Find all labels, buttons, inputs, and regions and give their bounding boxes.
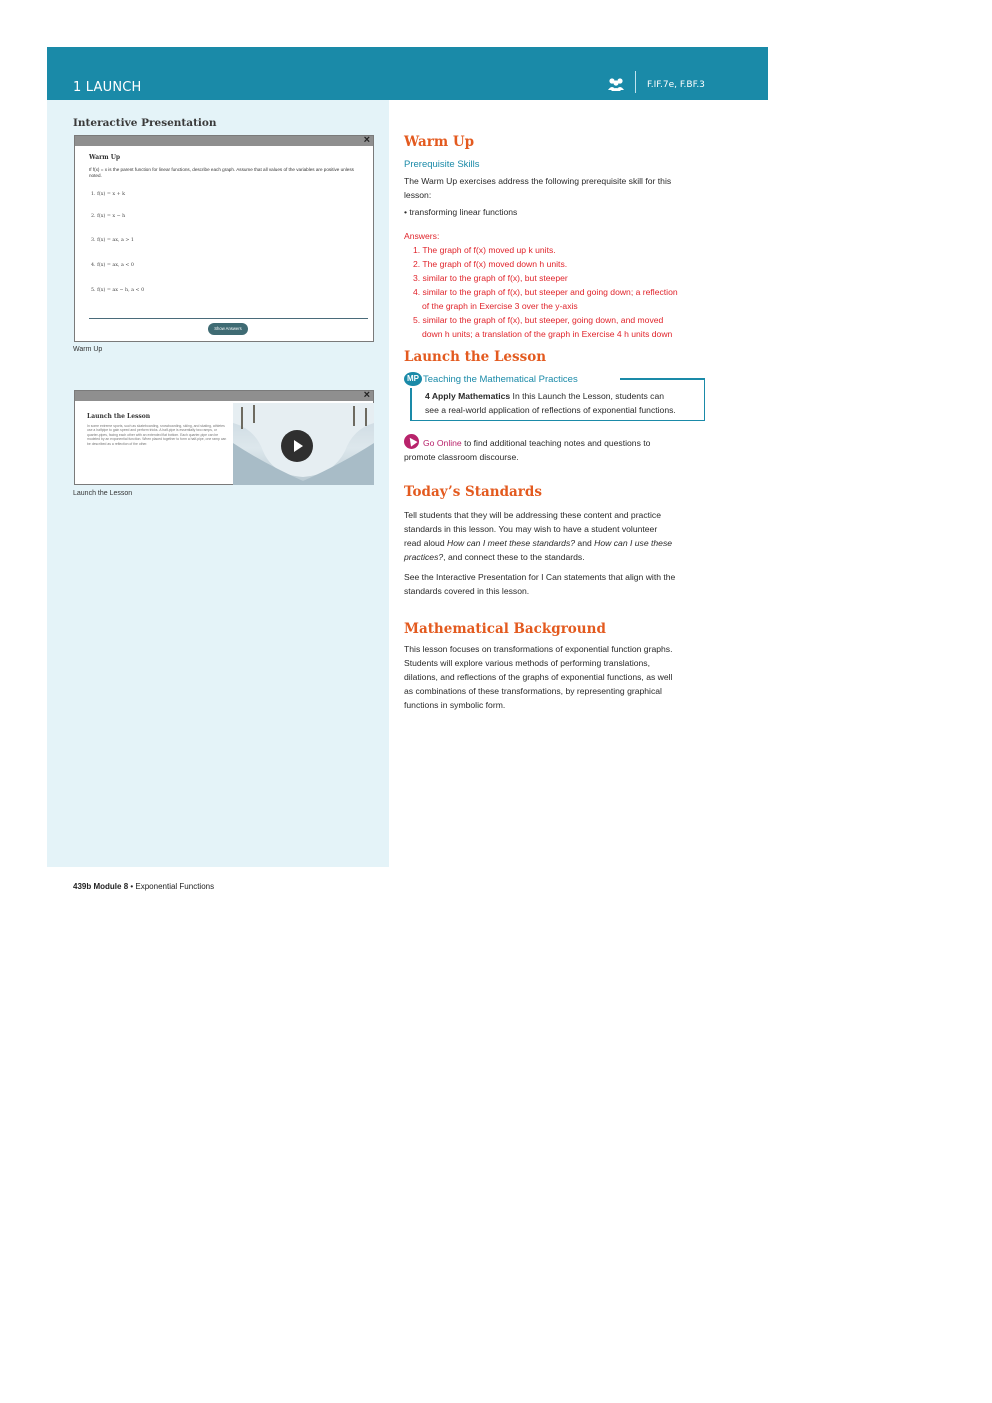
window-bar [75,136,373,146]
launch-shot-title: Launch the Lesson [87,413,151,420]
standards-p1-line-2: standards in this lesson. You may wish to have a student volunteer [404,524,658,534]
text: read aloud [404,538,448,548]
warm-up-screenshot[interactable] [74,135,374,342]
go-online-line-2: promote classroom discourse. [404,452,519,462]
background-heading: Mathematical Background [404,621,606,637]
close-icon[interactable]: × [363,134,370,146]
question-2: How can I use these [594,538,673,548]
exercise-3: 3. f(x) = ax, a > 1 [91,238,134,243]
standards-p1-line-1: Tell students that they will be addressing these content and practice [404,510,662,520]
play-button[interactable] [281,430,313,462]
play-icon [294,440,303,452]
text: and [575,538,595,548]
exercise-4: 4. f(x) = ax, a < 0 [91,263,134,268]
prerequisite-skills-subheading: Prerequisite Skills [404,159,480,170]
question-1: How can I meet these standards? [447,538,576,548]
group-icon [607,77,625,91]
answer-4-cont: of the graph in Exercise 3 over the y-axis [422,301,578,311]
show-answers-button[interactable]: Show Answers [208,323,248,335]
exercise-1: 1. f(x) = x + k [91,192,126,197]
answer-5-cont: down h units; a translation of the graph in Exercise 4 h units down [422,329,673,339]
go-online-text: to find additional teaching notes and questions to [461,438,651,448]
answer-2: 2. The graph of f(x) moved down h units. [413,259,568,269]
go-online-link[interactable]: Go Online [423,438,462,448]
background-line-1: This lesson focuses on transformations of exponential function graphs. [404,644,673,654]
standards-p2-line-1: See the Interactive Presentation for I Can statements that align with the [404,572,676,582]
question-2-end: practices? [404,552,444,562]
background-line-4: as combinations of these transformations, by representing graphical [404,686,662,696]
separator: • [128,882,136,891]
mp-line-2: see a real-world application of reflections of exponential functions. [425,405,676,415]
standards-label: F.IF.7e, F.BF.3 [647,80,705,90]
standards-p1-line-4 [404,550,585,564]
warm-up-instructions: If f(x) = x is the parent function for linear functions, describe each graph. Assume that all values of the variables are positive unless noted. [89,167,354,178]
section-title: 1 LAUNCH [73,80,142,95]
background-line-3: dilations, and reflections of the graphs of exponential functions, as well [404,672,673,682]
standards-p2-line-2: standards covered in this lesson. [404,586,530,596]
video-player[interactable] [233,403,374,485]
mp-icon: MP [404,372,422,386]
mp-text-1: In this Launch the Lesson, students can [510,391,665,401]
go-online-line-1 [423,436,650,450]
divider [89,318,368,319]
launch-shot-text: In some extreme sports, such as skateboarding, snowboarding, skiing, and skating, athletes use a halfpipe to gain speed and perform tricks. A half-pipe is essentially two ramps, or quarter-pipes, facing each other with an extended flat bottom. Each quarter-pipe can be modeled by an exponential function. When placed together to form a half-pipe, one ramp can be described as a reflection of the other. [87,424,227,446]
warm-up-heading: Warm Up [404,134,475,150]
header-divider [635,71,636,93]
launch-lesson-screenshot[interactable] [74,390,374,485]
exercise-2: 2. f(x) = x − h [91,214,126,219]
cursor-icon [404,434,419,449]
standards-p1-line-3 [404,536,672,550]
warm-up-intro-line-2: lesson: [404,190,432,200]
interactive-presentation-panel [47,100,389,867]
standards-heading: Today’s Standards [404,484,542,500]
background-line-2: Students will explore various methods of performing translations, [404,658,650,668]
launch-caption: Launch the Lesson [73,490,133,497]
page-footer [73,882,214,891]
answer-5: 5. similar to the graph of f(x), but steeper, going down, and moved [413,315,664,325]
panel-heading: Interactive Presentation [73,117,217,129]
page-number: 439b [73,882,92,891]
header-bar [47,47,768,100]
text: , and connect these to the standards. [443,552,585,562]
answer-1: 1. The graph of f(x) moved up k units. [413,245,556,255]
close-icon[interactable]: × [363,389,370,401]
answer-3: 3. similar to the graph of f(x), but steeper [413,273,568,283]
mp-bold: 4 Apply Mathematics [425,391,511,401]
background-line-5: functions in symbolic form. [404,700,506,710]
mp-title: Teaching the Mathematical Practices [423,374,578,385]
mp-line-1 [425,389,664,403]
module-title: Exponential Functions [135,882,215,891]
exercise-5: 5. f(x) = ax − h, a < 0 [91,288,145,293]
launch-lesson-heading: Launch the Lesson [404,349,547,365]
warm-up-intro-line-1: The Warm Up exercises address the following prerequisite skill for this [404,176,672,186]
warm-up-caption: Warm Up [73,346,103,353]
warm-up-shot-title: Warm Up [89,154,121,161]
module-label: Module 8 [93,882,129,891]
answer-4: 4. similar to the graph of f(x), but steeper and going down; a reflection [413,287,678,297]
prerequisite-bullet: • transforming linear functions [404,207,518,217]
answers-label: Answers: [404,231,440,241]
window-bar [75,391,373,401]
